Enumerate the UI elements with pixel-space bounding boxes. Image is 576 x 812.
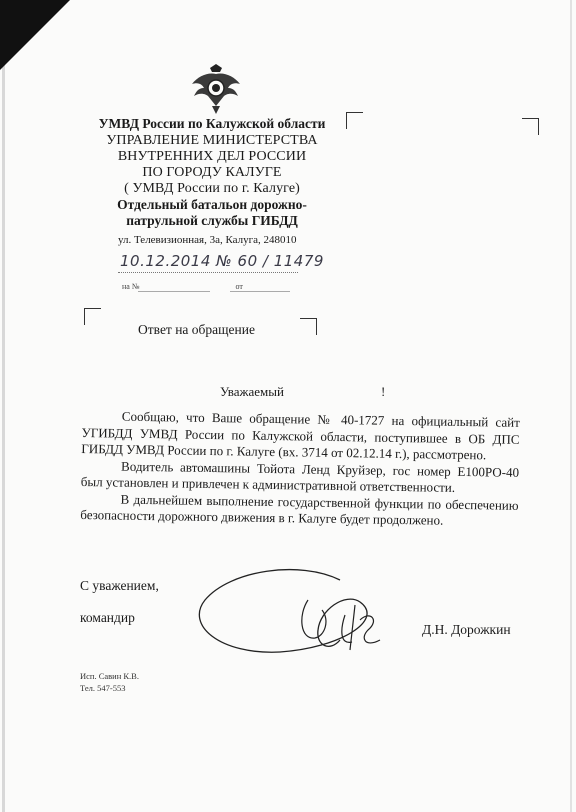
office-address: ул. Телевизионная, 3а, Калуга, 248010 <box>118 234 297 246</box>
scan-edge-left <box>2 0 5 812</box>
addressee-bracket-tr <box>522 118 539 135</box>
letter-body <box>80 408 520 530</box>
subject-bracket-right <box>300 318 317 335</box>
executor-block <box>80 670 139 694</box>
subject-bracket-left <box>84 308 101 325</box>
body-paragraph-1: Сообщаю, что Ваше обращение № 40-1727 на официальный сайт УГИБДД УМВД России по Калужской области, поступившее в ОБ ДПС ГИБДД УМВД России по г. Калуге (вх. 3714 от 02.12.14 г.), рассмотрено. <box>81 408 520 463</box>
header-line-4: ПО ГОРОДУ КАЛУГЕ <box>142 165 282 180</box>
header-line-6: Отдельный батальон дорожно- <box>117 197 307 212</box>
salutation: Уважаемый <box>220 384 284 399</box>
signer-position: командир <box>80 610 135 625</box>
body-paragraph-3: В дальнейшем выполнение государственной функции по обеспечению безопасности дорожного движения в г. Калуге будет продолжено. <box>80 491 519 528</box>
executor-phone: Тел. 547-553 <box>80 683 126 693</box>
reference-line <box>122 282 243 291</box>
letter-subject: Ответ на обращение <box>138 322 255 337</box>
executor-name: Исп. Савин К.В. <box>80 671 139 681</box>
police-emblem-icon <box>188 62 244 118</box>
header-line-3: ВНУТРЕННИХ ДЕЛ РОССИИ <box>117 149 307 164</box>
salutation-exclamation: ! <box>381 384 386 399</box>
header-ministry-regional: УМВД России по Калужской области <box>98 116 326 131</box>
handwritten-date-number: 10.12.2014 № 60 / 11479 <box>120 252 324 270</box>
ot-label: от <box>235 282 243 291</box>
header-line-7: патрульной службы ГИБДД <box>126 213 298 228</box>
na-label: на № <box>122 282 140 291</box>
reference-rule-1 <box>138 291 210 292</box>
folded-corner <box>0 0 70 70</box>
body-paragraph-2: Водитель автомашины Тойота Ленд Круйзер, гос номер Е100РО-40 был установлен и привлечен к административной ответственности. <box>80 458 520 495</box>
handwritten-signature <box>190 560 430 670</box>
scan-edge-right <box>570 0 572 812</box>
header-line-5: ( УМВД России по г. Калуге) <box>124 181 300 196</box>
reference-rule-2 <box>230 291 290 292</box>
addressee-bracket-tl <box>346 112 363 129</box>
signer-name: Д.Н. Дорожкин <box>422 622 511 637</box>
closing-phrase: С уважением, <box>80 578 159 593</box>
header-line-2: УПРАВЛЕНИЕ МИНИСТЕРСТВА <box>106 133 318 148</box>
date-number-rule <box>118 272 298 273</box>
